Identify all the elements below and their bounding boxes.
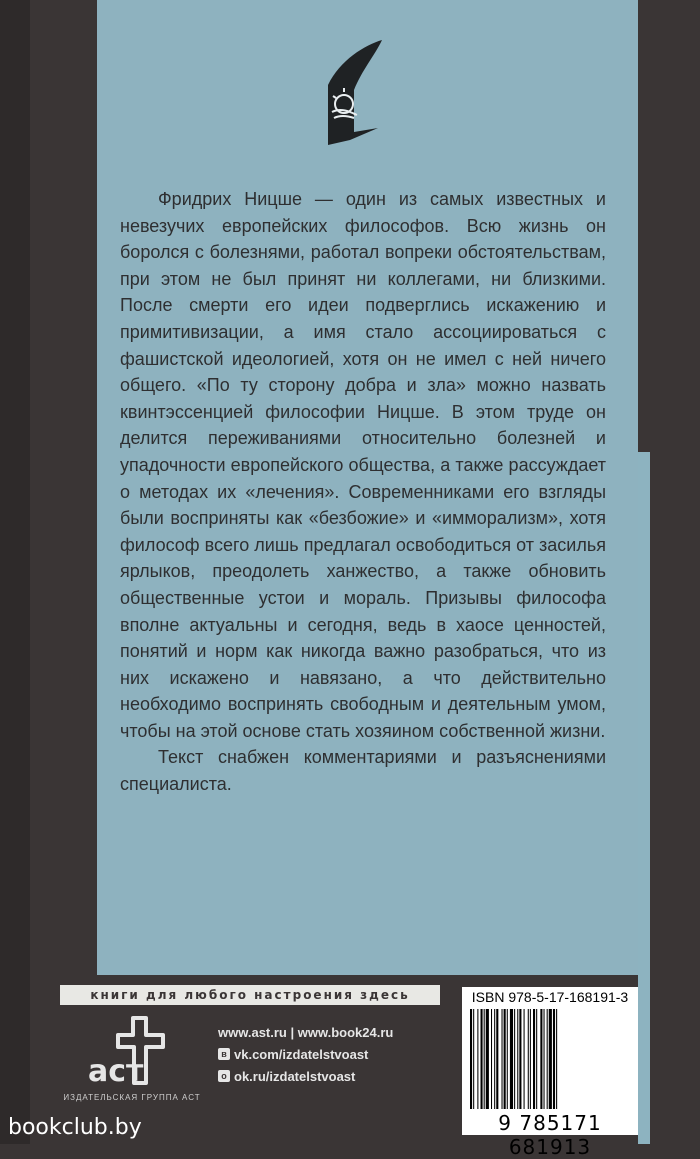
barcode-number: 9 785171 681913	[498, 1111, 602, 1159]
isbn-label: ISBN 978-5-17-168191-3	[471, 989, 629, 1005]
spine-edge	[0, 0, 30, 1144]
publisher-logo-text: аст	[88, 1054, 144, 1089]
publisher-logo-icon	[78, 1013, 178, 1093]
watermark: bookclub.by	[8, 1115, 142, 1140]
series-logo-icon	[320, 30, 390, 160]
vk-link[interactable]: в vk.com/izdatelstvoast	[218, 1043, 393, 1065]
book-description	[120, 186, 606, 798]
vk-icon: в	[218, 1048, 230, 1060]
ok-icon: о	[218, 1070, 230, 1082]
isbn-barcode-box	[462, 987, 638, 1159]
websites-link[interactable]: www.ast.ru | www.book24.ru	[218, 1024, 394, 1040]
ok-link[interactable]: о ok.ru/izdatelstvoast	[218, 1065, 393, 1087]
barcode-icon	[470, 1009, 630, 1109]
description-paragraph: Фридрих Ницше — один из самых известных и невезучих европейских философов. Всю жизнь он боролся с болезнями, работал вопреки обстоятельствам, при этом не был принят ни коллегами, ни близкими. После смерти его идеи подверглись искажению и примитивизации, а имя стало ассоциироваться с фашистской идеологией, хотя он не имел с ней ничего общего. «По ту сторону добра и зла» можно назвать квинтэссенцией философии Ницше. В этом труде он делится переживаниями относительно болезней и упадочности европейского общества, а также рассуждает о методах их «лечения». Современниками его взгляды были восприняты как «безбожие» и «имморализм», хотя философ всего лишь предлагал освободиться от засилья ярлыков, преодолеть ханжество, а также обновить общественные устои и мораль. Призывы философа вполне актуальны и сегодня, ведь в хаосе ценностей, понятий и норм как никогда важно разобраться, что из них искажено и навязано, а что действительно необходимо воспринять свободным и деятельным умом, чтобы на этой основе стать хозяином собственной жизни.	[120, 189, 606, 741]
publisher-name: ИЗДАТЕЛЬСКАЯ ГРУППА АСТ	[63, 1093, 201, 1102]
back-cover-footer	[0, 975, 700, 1159]
publisher-links	[218, 1021, 393, 1087]
tagline-banner: книги для любого настроения здесь	[60, 985, 440, 1005]
description-paragraph: Текст снабжен комментариями и разъяснениями специалиста.	[120, 747, 606, 795]
